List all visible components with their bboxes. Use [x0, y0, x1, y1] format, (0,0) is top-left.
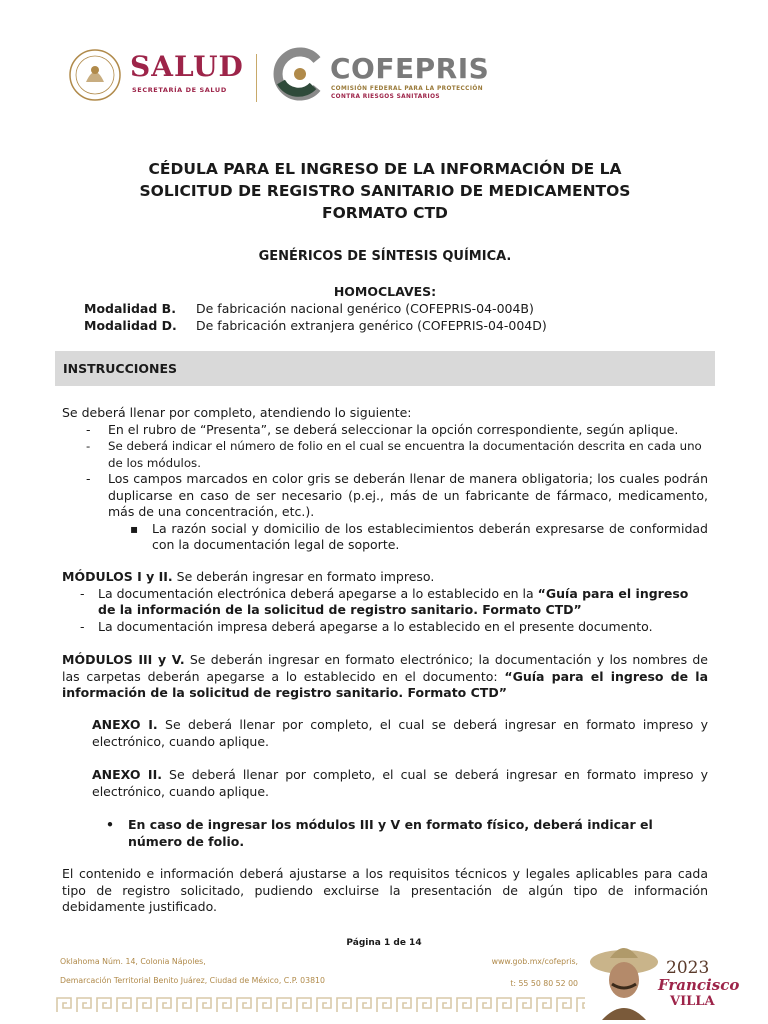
closing-paragraph: El contenido e información deberá ajustarse a los requisitos técnicos y legales aplicables para cada tipo de registro solicitado, pudiendo excluirse la presentación de algún tipo de información debidamente justificado.	[62, 866, 708, 914]
list-item: - Los campos marcados en color gris se deberán llenar de manera obligatoria; los cuales podrán duplicarse en caso de ser necesario (p.ej., más de un fabricante de fármaco, medicamento, más de una concentración, etc.).	[62, 471, 708, 521]
page-header	[68, 44, 498, 106]
modulos-1-2-section	[62, 569, 708, 635]
anexo-text: Se deberá llenar por completo, el cual se deberá ingresar en formato impreso y electrónico, cuando aplique.	[92, 717, 708, 749]
list-item: - Se deberá indicar el número de folio en el cual se encuentra la documentación descrita en cada uno de los módulos.	[62, 438, 708, 471]
instructions-header-bar	[55, 351, 715, 386]
cofepris-subtitle-2: CONTRA RIESGOS SANITARIOS	[331, 94, 440, 100]
villa-text: VILLA	[670, 994, 715, 1009]
anexo-2-paragraph	[92, 767, 708, 800]
page-number: Página 1 de 14	[346, 938, 422, 948]
header-divider	[256, 54, 257, 102]
francisco-text: Francisco	[658, 976, 740, 994]
modalidad-label: Modalidad D.	[84, 318, 177, 333]
intro-section	[62, 405, 708, 554]
title-line: SOLICITUD DE REGISTRO SANITARIO DE MEDICAMENTOS	[139, 182, 631, 200]
footer-address-1: Oklahoma Núm. 14, Colonia Nápoles,	[60, 957, 206, 966]
section-text: Se deberán ingresar en formato impreso.	[172, 569, 435, 584]
folio-note	[100, 817, 708, 850]
modalidad-row	[84, 318, 547, 333]
mexico-seal-icon	[68, 48, 122, 102]
list-item-text: La documentación electrónica deberá apegarse a lo establecido en la	[98, 585, 538, 601]
cofepris-logo-text: COFEPRIS	[330, 52, 490, 85]
salud-logo-text: SALUD	[130, 50, 244, 83]
document-subtitle: GENÉRICOS DE SÍNTESIS QUÍMICA.	[258, 249, 512, 264]
anexo-1-paragraph	[92, 717, 708, 750]
modalidad-label: Modalidad B.	[84, 301, 176, 316]
modalidad-text: De fabricación extranjera genérico (COFEPRIS-04-004D)	[196, 318, 547, 333]
footer-website[interactable]: www.gob.mx/cofepris,	[491, 957, 578, 966]
section-label: MÓDULOS I y II.	[62, 569, 173, 584]
salud-subtitle: SECRETARÍA DE SALUD	[132, 86, 227, 94]
document-title	[60, 158, 710, 224]
modulos-3-5-section	[62, 652, 708, 702]
list-item	[62, 586, 708, 619]
title-line: FORMATO CTD	[322, 204, 448, 222]
guide-reference: “Guía para el ingreso de la información de la solicitud de registro sanitario. Formato CTD”	[98, 585, 689, 617]
list-item: - En el rubro de “Presenta”, se deberá seleccionar la opción correspondiente, según aplique.	[62, 422, 708, 439]
homoclaves-label: HOMOCLAVES:	[333, 284, 437, 299]
anexo-label: ANEXO II.	[92, 767, 162, 782]
title-line: CÉDULA PARA EL INGRESO DE LA INFORMACIÓN DE LA	[148, 160, 622, 178]
section-label: MÓDULOS III y V.	[62, 652, 185, 667]
year-text: 2023	[666, 958, 710, 978]
instructions-header: INSTRUCCIONES	[63, 361, 178, 376]
decorative-border-icon	[55, 994, 585, 1016]
cofepris-logo-icon	[273, 46, 325, 102]
modalidad-row	[84, 301, 534, 316]
anexo-text: Se deberá llenar por completo, el cual se deberá ingresar en formato impreso y electrónico, cuando aplique.	[92, 767, 708, 799]
anexo-label: ANEXO I.	[92, 717, 158, 732]
guide-reference: “Guía para el ingreso de la información de la solicitud de registro sanitario. Formato CTD”	[62, 668, 708, 700]
cofepris-subtitle-1: COMISIÓN FEDERAL PARA LA PROTECCIÓN	[331, 86, 483, 92]
footer-phone: t: 55 50 80 52 00	[510, 979, 578, 988]
list-item: - La documentación impresa deberá apegarse a lo establecido en el presente documento.	[62, 619, 708, 636]
intro-text: Se deberá llenar por completo, atendiendo lo siguiente:	[62, 405, 412, 420]
footer-address-2: Demarcación Territorial Benito Juárez, Ciudad de México, C.P. 03810	[60, 976, 325, 985]
bullet-item: • En caso de ingresar los módulos III y V en formato físico, deberá indicar el número de folio.	[100, 817, 708, 850]
modalidad-text: De fabricación nacional genérico (COFEPRIS-04-004B)	[196, 301, 534, 316]
sub-list-item: ▪ La razón social y domicilio de los establecimientos deberán expresarse de conformidad con la documentación legal de soporte.	[62, 521, 708, 554]
section-text: Se deberán ingresar en formato electrónico; la documentación y los nombres de las carpetas deberán apegarse a lo establecido en el documento:	[62, 652, 708, 684]
